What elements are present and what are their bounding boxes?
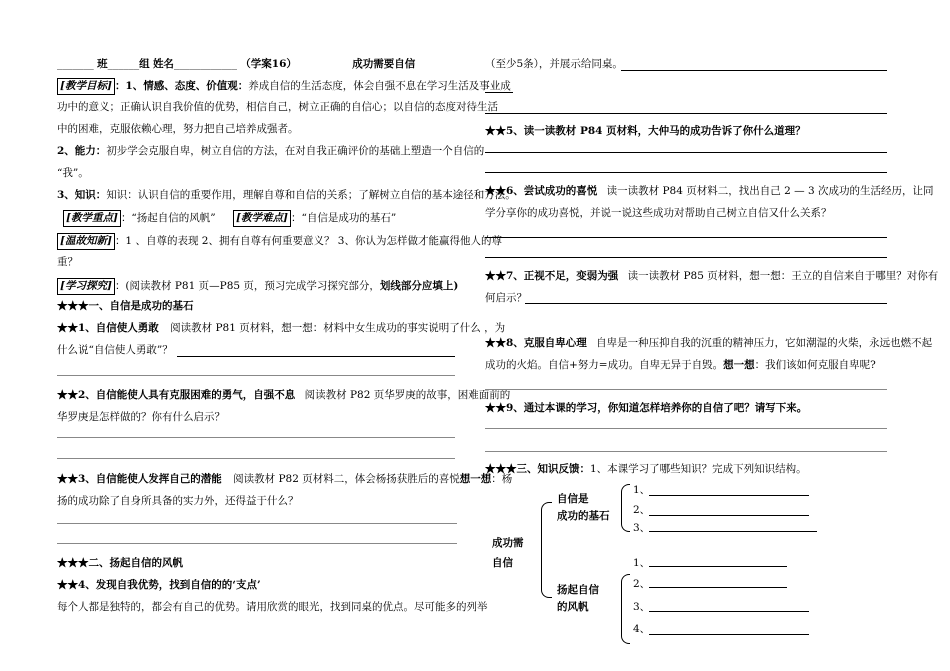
b2-item4-blank[interactable] [649,634,809,635]
q4-answer-line3[interactable] [485,113,887,114]
q6-line2: 学分享你的成功喜悦，并说一说这些成功对帮助自己树立自信又什么关系？ [485,207,832,219]
group-label: 组 [139,58,150,70]
b1-item3-blank[interactable] [649,531,817,532]
q8-line2-text: 成功的火焰。自信+努力=成功。自卑无异于自毁。 [485,359,724,371]
q9-answer-line2[interactable] [485,451,887,452]
structure-bracket-1 [621,484,630,532]
q7-title: ★★7、正视不足，变弱为强 [485,270,619,282]
b2-item2-blank[interactable] [649,587,787,588]
ability-label: 2、能力： [57,145,107,157]
q1-line [57,321,505,336]
goals-label: [教学目标] [57,78,115,95]
b2-item2: 2、 [633,578,651,590]
knowledge-text: 知识：认识自信的重要作用，理解自尊和自信的关系；了解树立自信的基本途径和方法。 [106,189,516,201]
structure-branch1 [557,491,610,525]
q3-think: 想一想 [459,473,492,485]
class-label: 班 [97,58,108,70]
q1-text: 阅读教材 P81 页材料，想一想：材料中女生成功的事实说明了什么 ，为 [170,322,506,334]
case-number: （学案16） [240,58,297,70]
ability-line2: “我”。 [57,167,89,179]
q4-text: 每个人都是独特的，都会有自己的优势。请用欣赏的眼光，找到同桌的优点。尽可能多的列举 [57,601,488,613]
q8-text: 自卑是一种压抑自我的沉重的精神压力，它如潮湿的火柴，永远也燃不起 [596,337,933,349]
review-label: [温故知新] [57,233,115,250]
explore-text: ：(阅读教材 P81 页—P85 页，预习完成学习探究部分， [114,280,380,292]
section3-line [485,462,807,477]
explore-label: [学习探究] [57,278,115,295]
b2-item1-blank[interactable] [649,566,787,567]
q3-text-end: ：杨 [491,473,513,485]
structure-root-line2: 自信 [492,557,513,569]
branch1-line1: 自信是 [557,493,589,505]
q1-title: ★★1、自信使人勇敢 [57,322,159,334]
q1-answer-line2[interactable] [57,375,455,376]
q7-line2: 何启示？ [485,292,527,304]
structure-branch2 [557,582,599,616]
b1-item2-blank[interactable] [649,515,809,516]
structure-root [492,533,524,573]
structure-bracket-main [541,502,552,598]
header-line [57,57,415,72]
q3-text: 阅读教材 P82 页材料二，体会杨扬获胜后的喜悦 [233,473,460,485]
q6-text: 读一读教材 P84 页材料二，找出自己 2 — 3 次成功的生活经历，让同 [606,185,934,197]
q4-continued: （至少5条），并展示给同桌。 [485,58,623,70]
q6-title: ★★6、尝试成功的喜悦 [485,185,598,197]
goals-line1 [57,78,511,95]
class-blank: _______ [57,58,94,70]
goals-line2: 功中的意义；正确认识自我价值的优势，相信自己，树立正确的自信心；以自信的态度对待生活 [57,101,498,113]
q2-text: 阅读教材 P82 页华罗庚的故事，困难面前的 [304,389,511,401]
q5-title: ★★5、读一读教材 P84 页材料，大仲马的成功告诉了你什么道理？ [485,125,806,137]
key-point-text: ：“扬起自信的风帆” [120,212,216,224]
q8-answer-line[interactable] [485,389,887,390]
group-blank: ______ [107,58,140,70]
q5-answer-line2[interactable] [485,172,887,173]
q8-think: 想一想 [723,359,755,371]
key-point-label: [教学重点] [63,210,121,227]
b2-item4: 4、 [633,623,651,635]
review-text: ：1 、自尊的表现 2、拥有自尊有何重要意义？ 3、你认为怎样做才能赢得他人的尊 [114,235,502,247]
q2-line [57,388,510,403]
q3-answer-line2[interactable] [57,543,457,544]
q9-answer-line[interactable] [485,428,887,429]
q3-answer-line[interactable] [57,523,457,524]
q1-line2: 什么说“自信使人勇敢”？ [57,344,173,356]
explore-line [57,278,458,295]
ability-text: 初步学会克服自卑，树立自信的方法，在对自我正确评价的基础上塑造一个自信的 [106,145,485,157]
ability-line [57,144,484,159]
q4-answer-line[interactable] [621,70,887,71]
difficulty-text: ：“自信是成功的基石” [290,212,397,224]
review-line2: 重？ [57,256,78,268]
goals-line3: 中的困难，克服依赖心理，努力把自己培养成强者。 [57,123,299,135]
q6-line [485,184,933,199]
knowledge-label: 3、知识： [57,189,107,201]
q5-answer-line[interactable] [485,152,887,153]
q2-title: ★★2、自信能使人具有克服困难的勇气，自强不息 [57,389,296,401]
q8-title: ★★8、克服自卑心理 [485,337,587,349]
q1-answer-line[interactable] [177,356,455,357]
q2-line2: 华罗庚是怎样做的？你有什么启示？ [57,411,225,423]
q4-title: ★★4、发现自我优势，找到自信的的‘支点’ [57,579,261,591]
structure-bracket-2 [621,574,630,644]
b2-item3: 3、 [633,601,651,613]
section3-text: 1、本课学习了哪些知识？完成下列知识结构。 [590,463,807,475]
b2-item1: 1、 [633,557,651,569]
section2-title: ★★★二、扬起自信的风帆 [57,557,183,569]
knowledge-line [57,188,516,203]
b1-item1: 1、 [633,484,651,496]
b1-item2: 2、 [633,504,651,516]
q9-title: ★★9、通过本课的学习，你知道怎样培养你的自信了吧？请写下来。 [485,402,808,414]
b1-item3: 3、 [633,522,651,534]
b1-item1-blank[interactable] [649,495,809,496]
branch1-line2: 成功的基石 [557,510,610,522]
explore-note: 划线部分应填上) [379,280,459,292]
q6-answer-line2[interactable] [485,257,887,258]
q8-line2 [485,358,876,373]
branch2-line1: 扬起自信 [557,584,599,596]
review-line [57,233,502,250]
key-points-line [63,210,396,227]
section3-title: ★★★三、知识反馈： [485,463,590,475]
branch2-line2: 的风帆 [557,601,589,613]
q3-title: ★★3、自信能使人发挥自己的潜能 [57,473,222,485]
section1-title: ★★★一、自信是成功的基石 [57,300,194,312]
q6-answer-line[interactable] [485,237,887,238]
structure-root-line1: 成功需 [492,537,524,549]
q7-answer-line[interactable] [525,303,887,304]
q8-line [485,336,932,351]
q4-answer-line2[interactable] [485,92,513,93]
b2-item3-blank[interactable] [649,611,809,612]
name-label: 姓名 [152,58,174,70]
q3-line [57,472,512,487]
q8-line2-end: ：我们该如何克服自卑呢? [754,359,876,371]
q3-line2: 扬的成功除了自身所具备的实力外，还得益于什么？ [57,495,299,507]
name-blank: ____________ [173,58,237,70]
q7-text: 读一读教材 P85 页材料，想一想：王立的自信来自于哪里？对你有 [627,270,939,282]
q2-answer-line2[interactable] [57,458,455,459]
q7-line [485,269,938,284]
page-title: 成功需要自信 [352,58,416,70]
difficulty-label: [教学难点] [233,210,291,227]
goals-affect-text: 养成自信的生活态度，体会自强不息在学习生活及事业成 [248,80,511,92]
goals-affect-label: ：1、情感、态度、价值观： [114,80,249,92]
q2-answer-line[interactable] [57,437,455,438]
